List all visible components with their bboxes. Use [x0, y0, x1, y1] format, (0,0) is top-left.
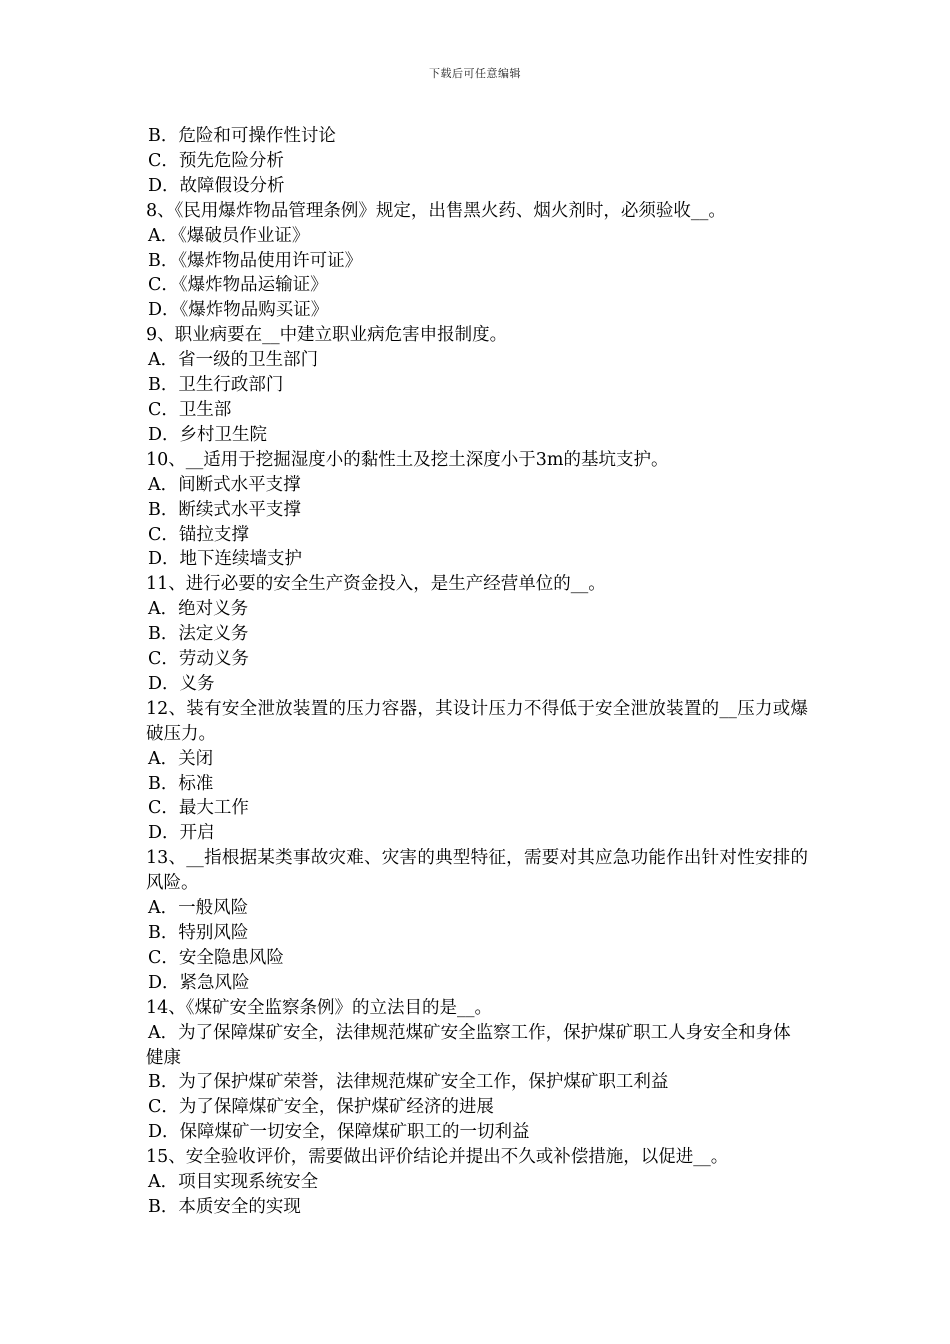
question-line: 12、装有安全泄放装置的压力容器，其设计压力不得低于安全泄放装置的__压力或爆破压力。 — [146, 698, 808, 744]
option-line: D．乡村卫生院 — [148, 424, 268, 445]
option-line: B．标准 — [148, 773, 214, 794]
option-line: A．为了保障煤矿安全，法律规范煤矿安全监察工作，保护煤矿职工人身安全和身体健康 — [146, 1022, 791, 1068]
option-line: C．预先危险分析 — [148, 150, 284, 171]
option-line: A．一般风险 — [148, 898, 249, 919]
option-line: B．危险和可操作性讨论 — [148, 126, 336, 146]
option-line: A．间断式水平支撑 — [148, 474, 301, 495]
question-line: 10、__适用于挖掘湿度小的黏性土及挖土深度小于3m的基坑支护。 — [146, 449, 669, 470]
option-line: C．为了保障煤矿安全，保护煤矿经济的进展 — [148, 1097, 494, 1118]
option-line: D．紧急风险 — [148, 972, 250, 993]
option-line: B．断续式水平支撑 — [148, 499, 301, 520]
option-line: B．卫生行政部门 — [148, 375, 284, 396]
option-line: D．开启 — [148, 823, 215, 844]
option-line: A．绝对义务 — [148, 599, 249, 620]
question-line: 8、《民用爆炸物品管理条例》规定，出售黑火药、烟火剂时，必须验收__。 — [146, 200, 726, 221]
option-line: A．关闭 — [148, 748, 214, 769]
option-line: C．劳动义务 — [148, 649, 249, 670]
document-body — [146, 124, 808, 1220]
option-line: C．《爆炸物品运输证》 — [148, 275, 328, 296]
option-line: B．《爆炸物品使用许可证》 — [148, 250, 363, 271]
question-line: 13、__指根据某类事故灾难、灾害的典型特征，需要对其应急功能作出针对性安排的风险。 — [146, 848, 808, 894]
option-line: D．保障煤矿一切安全，保障煤矿职工的一切利益 — [148, 1122, 530, 1143]
question-line: 11、进行必要的安全生产资金投入，是生产经营单位的__。 — [146, 574, 606, 595]
option-line: B．为了保护煤矿荣誉，法律规范煤矿安全工作，保护煤矿职工利益 — [148, 1072, 669, 1093]
question-line: 9、职业病要在__中建立职业病危害申报制度。 — [146, 325, 508, 346]
option-line: C．最大工作 — [148, 798, 249, 819]
question-line: 15、安全验收评价，需要做出评价结论并提出不久或补偿措施，以促进__。 — [146, 1147, 729, 1168]
option-line: A．《爆破员作业证》 — [148, 225, 310, 246]
option-line: D．《爆炸物品购买证》 — [148, 300, 329, 321]
option-line: C．锚拉支撑 — [148, 524, 249, 545]
option-line: D．地下连续墙支护 — [148, 549, 303, 570]
option-line: B．本质安全的实现 — [148, 1196, 301, 1217]
option-line: B．特别风险 — [148, 923, 249, 943]
option-line: B．法定义务 — [148, 624, 249, 645]
question-line: 14、《煤矿安全监察条例》的立法目的是__。 — [146, 997, 493, 1018]
option-line: A．项目实现系统安全 — [148, 1172, 319, 1193]
page-header: 下载后可任意编辑 — [429, 67, 521, 80]
option-line: A．省一级的卫生部门 — [148, 350, 319, 371]
option-line: C．卫生部 — [148, 399, 232, 420]
option-line: C．安全隐患风险 — [148, 947, 284, 968]
option-line: D．故障假设分析 — [148, 175, 285, 196]
option-line: D．义务 — [148, 673, 215, 694]
